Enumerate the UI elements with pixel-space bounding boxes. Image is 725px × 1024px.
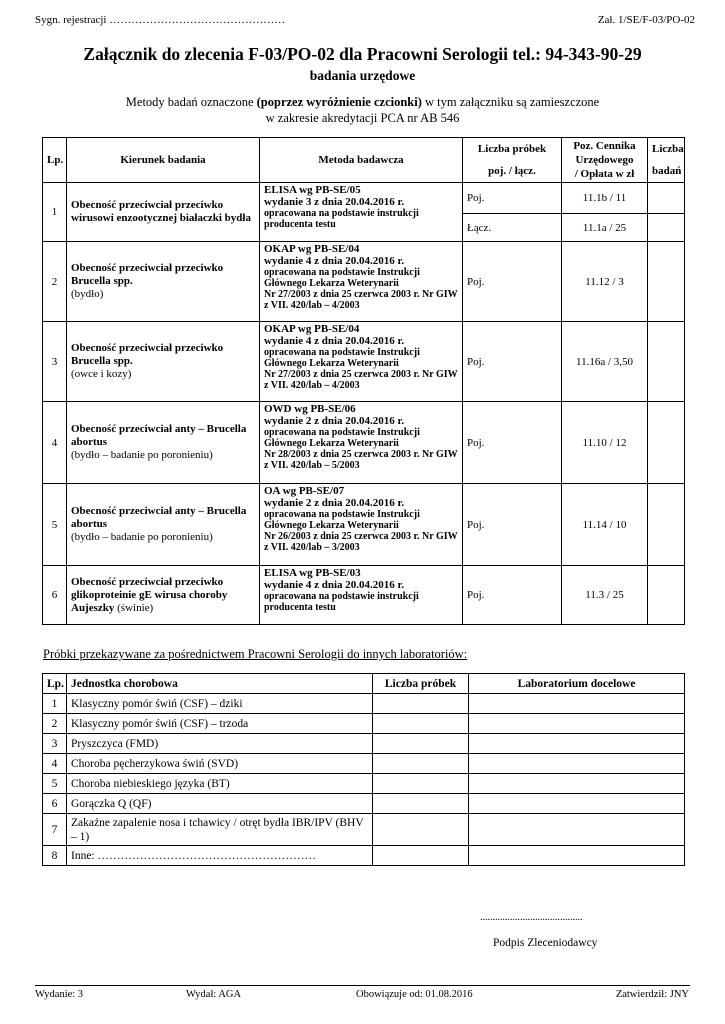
row-direction xyxy=(67,566,260,625)
sample-count-label: Łącz. xyxy=(467,221,492,234)
sample-count-cell[interactable] xyxy=(463,566,562,625)
sample-count-cell[interactable] xyxy=(463,242,562,322)
sample-count-label: Poj. xyxy=(467,589,485,601)
footer-effective: Obowiązuje od: 01.08.2016 xyxy=(356,989,473,1000)
row-direction-bold: Obecność przeciwciał przeciwko glikoproteinie gE wirusa choroby Aujeszky xyxy=(71,575,228,614)
method-extra: Nr 28/2003 z dnia 25 czerwca 2003 r. Nr GIW z VII. 420/lab – 5/2003 xyxy=(264,449,458,471)
price-cell: 11.1a / 25 xyxy=(562,214,648,242)
table-row xyxy=(43,694,685,714)
target-lab-cell[interactable] xyxy=(469,694,685,714)
method-extra: Nr 27/2003 z dnia 25 czerwca 2003 r. Nr GIW z VII. 420/lab – 4/2003 xyxy=(264,369,458,391)
price-cell: 11.10 / 12 xyxy=(562,402,648,484)
col-header-method: Metoda badawcza xyxy=(260,138,463,183)
table-row xyxy=(43,402,685,484)
methods-note xyxy=(0,94,725,126)
methods-note-part2: w tym załączniku są zamieszczone xyxy=(421,95,600,109)
row-direction-normal: (bydło – badanie po poronieniu) xyxy=(71,531,213,543)
col-header-count-line1: Liczba próbek xyxy=(477,143,547,155)
table-row xyxy=(43,242,685,322)
sample-count-label: Poj. xyxy=(467,518,485,531)
row-lp: 7 xyxy=(43,814,67,846)
price-cell: 11.1b / 11 xyxy=(562,183,648,214)
sample-count-cell[interactable] xyxy=(373,814,469,846)
sample-count-cell[interactable] xyxy=(373,846,469,866)
sample-count-cell[interactable] xyxy=(463,214,562,242)
row-lp: 2 xyxy=(43,714,67,734)
table-row xyxy=(43,754,685,774)
row-method xyxy=(260,402,463,484)
table-row xyxy=(43,794,685,814)
row-direction xyxy=(67,484,260,566)
col-header-sample-count: Liczba próbek xyxy=(373,674,469,694)
method-note: opracowana na podstawie instrukcji producenta testu xyxy=(264,208,419,230)
footer-edition: Wydanie: 3 xyxy=(35,989,84,1000)
target-lab-cell[interactable] xyxy=(469,794,685,814)
methods-note-bold: (poprzez wyróżnienie czcionki) xyxy=(256,95,422,109)
col-header-price-line3: / Opłata w zł xyxy=(574,168,635,180)
row-unit: Klasyczny pomór świń (CSF) – dziki xyxy=(67,694,373,714)
row-lp: 3 xyxy=(43,734,67,754)
row-method xyxy=(260,322,463,402)
col-header-price-line1: Poz. Cennika xyxy=(573,140,636,152)
sample-count-label: Poj. xyxy=(467,192,485,204)
col-header-count-line2: poj. / łącz. xyxy=(488,165,536,177)
col-header-price-line2: Urzędowego xyxy=(575,154,634,166)
row-unit: Pryszczyca (FMD) xyxy=(67,734,373,754)
sample-count-cell[interactable] xyxy=(463,183,562,214)
row-direction-normal: (bydło – badanie po poronieniu) xyxy=(71,449,213,461)
method-title: OKAP wg PB-SE/04 xyxy=(264,243,360,255)
sample-count-cell[interactable] xyxy=(373,694,469,714)
row-direction-normal: (owce i kozy) xyxy=(71,368,132,380)
signature-line[interactable]: ......................................... xyxy=(480,912,583,923)
target-lab-cell[interactable] xyxy=(469,774,685,794)
test-qty-cell[interactable] xyxy=(648,484,685,566)
row-lp: 1 xyxy=(43,694,67,714)
method-edition: wydanie 4 z dnia 20.04.2016 r. xyxy=(264,255,405,267)
table-row xyxy=(43,183,685,214)
row-lp: 6 xyxy=(43,794,67,814)
row-lp: 8 xyxy=(43,846,67,866)
col-header-qty xyxy=(648,138,685,183)
col-header-lp: Lp. xyxy=(43,138,67,183)
sample-count-label: Poj. xyxy=(467,275,485,288)
signature-label: Podpis Zleceniodawcy xyxy=(493,937,598,949)
registration-label: Sygn. rejestracji ………………………………………… xyxy=(35,14,286,26)
method-edition: wydanie 4 z dnia 20.04.2016 r. xyxy=(264,579,405,591)
row-direction-normal: (bydło) xyxy=(71,288,104,300)
method-title: ELISA wg PB-SE/05 xyxy=(264,184,361,196)
col-header-direction: Kierunek badania xyxy=(67,138,260,183)
target-lab-cell[interactable] xyxy=(469,814,685,846)
target-lab-cell[interactable] xyxy=(469,754,685,774)
row-method xyxy=(260,484,463,566)
page-title: Załącznik do zlecenia F-03/PO-02 dla Pracowni Serologii tel.: 94-343-90-29 xyxy=(83,44,642,64)
method-edition: wydanie 2 z dnia 20.04.2016 r. xyxy=(264,497,405,509)
table-row xyxy=(43,322,685,402)
footer-issued: Wydał: AGA xyxy=(186,989,242,1000)
row-lp: 1 xyxy=(43,183,67,242)
test-qty-cell[interactable] xyxy=(648,322,685,402)
col-header-lp: Lp. xyxy=(43,674,67,694)
col-header-qty-line2: badań xyxy=(652,165,682,177)
sample-count-cell[interactable] xyxy=(463,402,562,484)
row-unit: Klasyczny pomór świń (CSF) – trzoda xyxy=(67,714,373,734)
row-method xyxy=(260,183,463,242)
test-qty-cell[interactable] xyxy=(648,183,685,214)
row-direction-bold: Obecność przeciwciał przeciwko wirusowi enzootycznej białaczki bydła xyxy=(71,199,251,224)
sample-count-cell[interactable] xyxy=(373,734,469,754)
row-direction-bold: Obecność przeciwciał anty – Brucella abortus xyxy=(71,505,247,530)
price-cell: 11.14 / 10 xyxy=(562,484,648,566)
footer-divider xyxy=(35,985,690,986)
table-row xyxy=(43,566,685,625)
table-row xyxy=(43,714,685,734)
method-extra: Nr 27/2003 z dnia 25 czerwca 2003 r. Nr GIW z VII. 420/lab – 4/2003 xyxy=(264,289,458,311)
method-edition: wydanie 3 z dnia 20.04.2016 r. xyxy=(264,196,405,208)
test-qty-cell[interactable] xyxy=(648,242,685,322)
row-lp: 4 xyxy=(43,402,67,484)
sample-count-label: Poj. xyxy=(467,436,485,449)
row-lp: 5 xyxy=(43,774,67,794)
test-qty-cell[interactable] xyxy=(648,214,685,242)
row-direction-normal: (świnie) xyxy=(117,601,154,614)
row-unit: Choroba pęcherzykowa świń (SVD) xyxy=(67,754,373,774)
methods-note-line2: w zakresie akredytacji PCA nr AB 546 xyxy=(265,111,460,125)
method-note: opracowana na podstawie Instrukcji Głównego Lekarza Weterynarii xyxy=(264,347,420,369)
row-direction-bold: Obecność przeciwciał przeciwko Brucella spp. xyxy=(71,262,224,287)
official-tests-table xyxy=(42,137,685,625)
row-direction-bold: Obecność przeciwciał anty – Brucella abortus xyxy=(71,423,247,448)
col-header-unit: Jednostka chorobowa xyxy=(67,674,373,694)
table-header-row xyxy=(43,138,685,183)
row-lp: 6 xyxy=(43,566,67,625)
row-lp: 5 xyxy=(43,484,67,566)
sample-count-cell[interactable] xyxy=(373,754,469,774)
method-note: opracowana na podstawie instrukcji producenta testu xyxy=(264,591,419,613)
table-row xyxy=(43,814,685,846)
price-cell: 11.12 / 3 xyxy=(562,242,648,322)
table-row xyxy=(43,846,685,866)
row-method xyxy=(260,242,463,322)
sample-count-label: Poj. xyxy=(467,355,485,368)
table-row xyxy=(43,774,685,794)
method-title: OWD wg PB-SE/06 xyxy=(264,403,356,415)
table-row xyxy=(43,734,685,754)
test-qty-cell[interactable] xyxy=(648,402,685,484)
row-method xyxy=(260,566,463,625)
table-row xyxy=(43,484,685,566)
test-qty-cell[interactable] xyxy=(648,566,685,625)
document-code: Zał. 1/SE/F-03/PO-02 xyxy=(597,14,695,26)
row-direction xyxy=(67,183,260,242)
col-header-qty-line1: Liczba xyxy=(652,143,684,155)
row-unit: Choroba niebieskiego języka (BT) xyxy=(67,774,373,794)
sample-count-cell[interactable] xyxy=(463,484,562,566)
sample-count-cell[interactable] xyxy=(463,322,562,402)
col-header-count xyxy=(463,138,562,183)
methods-note-part1: Metody badań oznaczone xyxy=(125,95,257,109)
row-lp: 4 xyxy=(43,754,67,774)
sample-count-cell[interactable] xyxy=(373,774,469,794)
target-lab-cell[interactable] xyxy=(469,846,685,866)
method-title: OA wg PB-SE/07 xyxy=(264,485,345,497)
row-unit: Zakaźne zapalenie nosa i tchawicy / otręt bydła IBR/IPV (BHV – 1) xyxy=(67,814,373,846)
method-extra: Nr 26/2003 z dnia 25 czerwca 2003 r. Nr GIW z VII. 420/lab – 3/2003 xyxy=(264,531,458,553)
target-lab-cell[interactable] xyxy=(469,734,685,754)
sample-count-cell[interactable] xyxy=(373,794,469,814)
referral-table xyxy=(42,673,685,866)
row-lp: 2 xyxy=(43,242,67,322)
method-edition: wydanie 2 z dnia 20.04.2016 r. xyxy=(264,415,405,427)
row-lp: 3 xyxy=(43,322,67,402)
price-cell: 11.3 / 25 xyxy=(562,566,648,625)
referral-caption: Próbki przekazywane za pośrednictwem Pracowni Serologii do innych laboratoriów: xyxy=(43,647,468,661)
row-unit: Gorączka Q (QF) xyxy=(67,794,373,814)
method-note: opracowana na podstawie Instrukcji Głównego Lekarza Weterynarii xyxy=(264,427,420,449)
target-lab-cell[interactable] xyxy=(469,714,685,734)
page-subtitle: badania urzędowe xyxy=(309,68,416,83)
col-header-price xyxy=(562,138,648,183)
footer-approved: Zatwierdził: JNY xyxy=(615,989,689,1000)
price-cell: 11.16a / 3,50 xyxy=(562,322,648,402)
row-direction xyxy=(67,402,260,484)
row-direction xyxy=(67,242,260,322)
col-header-target-lab: Laboratorium docelowe xyxy=(469,674,685,694)
row-unit-other[interactable]: Inne: ………………………………………………… xyxy=(67,846,373,866)
row-direction-bold: Obecność przeciwciał przeciwko Brucella spp. xyxy=(71,342,224,367)
method-edition: wydanie 4 z dnia 20.04.2016 r. xyxy=(264,335,405,347)
row-direction xyxy=(67,322,260,402)
method-note: opracowana na podstawie Instrukcji Głównego Lekarza Weterynarii xyxy=(264,267,420,289)
method-title: ELISA wg PB-SE/03 xyxy=(264,567,361,579)
sample-count-cell[interactable] xyxy=(373,714,469,734)
method-title: OKAP wg PB-SE/04 xyxy=(264,323,360,335)
method-note: opracowana na podstawie Instrukcji Głównego Lekarza Weterynarii xyxy=(264,509,420,531)
table-header-row xyxy=(43,674,685,694)
